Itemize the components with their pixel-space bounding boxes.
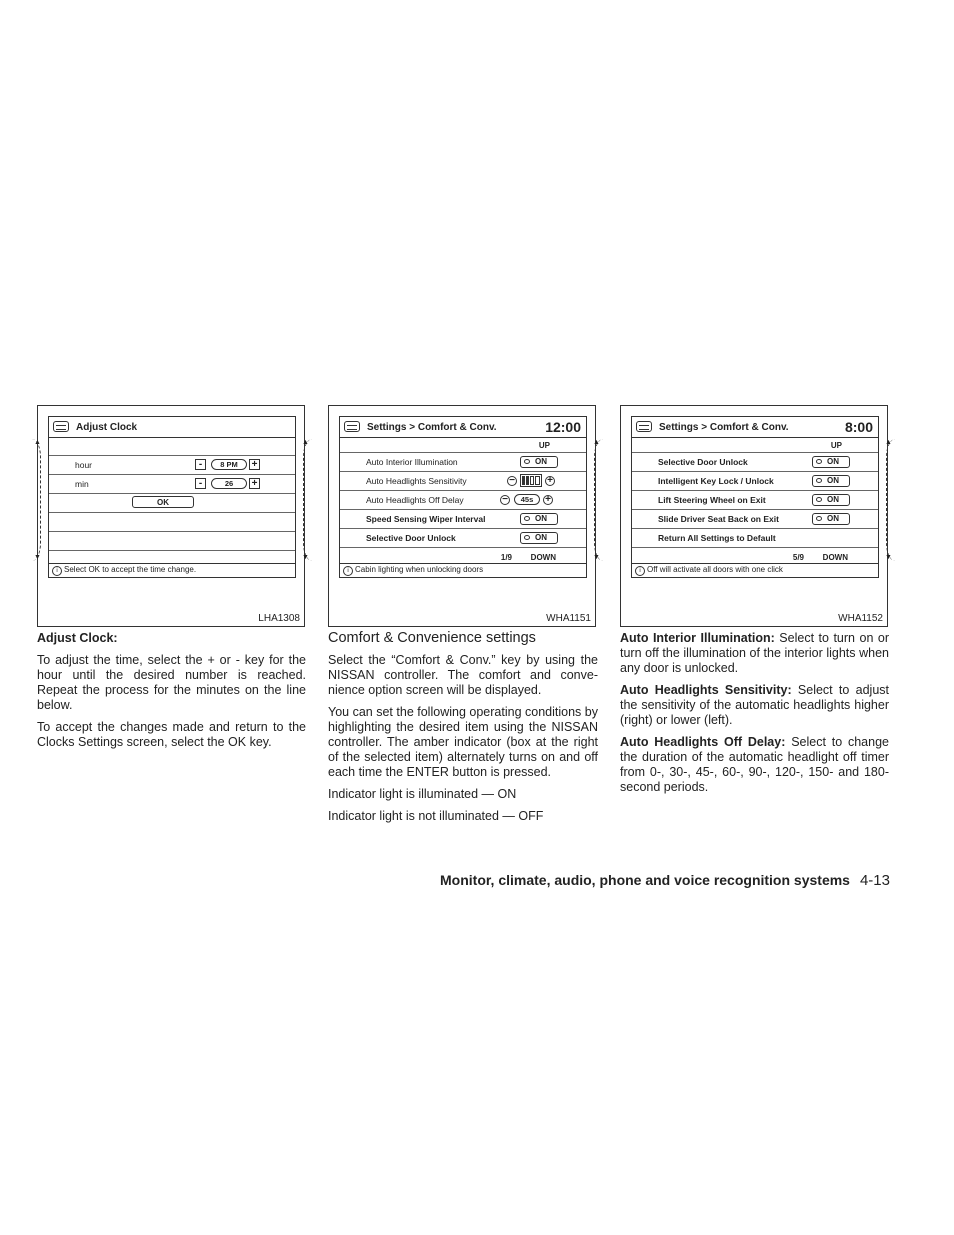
setting-row[interactable]: [632, 509, 878, 528]
setting-label: Auto Headlights Off Delay: [366, 495, 464, 505]
paragraph: [620, 683, 889, 728]
paragraph: Select the “Comfort & Conv.” key by using the NISSAN controller. The comfort and conve- nience option screen will be displayed.: [328, 653, 598, 697]
figure-code: LHA1308: [258, 613, 300, 624]
scroll-track-right: ▲ ▼: [594, 439, 603, 561]
paragraph: Indicator light is illuminated — ON: [328, 787, 517, 801]
empty-row: [49, 512, 295, 531]
setting-label: Slide Driver Seat Back on Exit: [658, 514, 779, 524]
setting-label: Intelligent Key Lock / Unlock: [658, 476, 774, 486]
term: Auto Headlights Sensitivity:: [620, 683, 792, 697]
scroll-track-left: ▲ ▼: [34, 439, 41, 561]
hint-bar: [340, 563, 586, 577]
figure-code: WHA1151: [546, 613, 591, 624]
indicator-dot-icon: [816, 497, 822, 502]
setting-row[interactable]: [340, 509, 586, 528]
hint-text: Off will activate all doors with one click: [647, 565, 783, 574]
definition: Select to change the duration of the automatic headlight off timer from 0-, 30-, 45-, 60-, 90-, 120-, 150- and 180-second periods.: [620, 735, 889, 794]
on-indicator[interactable]: ON: [520, 456, 558, 468]
menu-icon[interactable]: [344, 421, 360, 432]
hour-row[interactable]: [49, 455, 295, 474]
down-label[interactable]: DOWN: [822, 553, 848, 562]
clock-display: 12:00: [545, 419, 581, 435]
indicator-dot-icon: [524, 535, 530, 540]
settings-screen: [339, 416, 600, 578]
up-label[interactable]: UP: [538, 441, 550, 450]
setting-label: Return All Settings to Default: [658, 533, 776, 543]
down-label[interactable]: DOWN: [530, 553, 556, 562]
hour-minus-button[interactable]: -: [195, 459, 206, 470]
delay-value: 45s: [514, 494, 540, 505]
info-icon: i: [52, 566, 62, 576]
column-adjust-clock: [37, 631, 306, 757]
increase-icon[interactable]: +: [543, 495, 553, 505]
setting-row[interactable]: [632, 452, 878, 471]
ok-row: [49, 493, 295, 512]
setting-label: Speed Sensing Wiper Interval: [366, 514, 486, 524]
adjust-clock-screen: [34, 416, 309, 578]
paragraph: To accept the changes made and return to the Clocks Settings screen, select the OK key.: [37, 720, 306, 749]
screen-title-bar: [632, 417, 878, 438]
term: Auto Headlights Off Delay:: [620, 735, 786, 749]
hour-label: hour: [75, 460, 93, 470]
info-icon: i: [343, 566, 353, 576]
indicator-dot-icon: [816, 478, 822, 483]
on-indicator[interactable]: ON: [520, 513, 558, 525]
hour-plus-button[interactable]: +: [249, 459, 260, 470]
section-heading: Comfort & Convenience settings: [328, 630, 536, 646]
decrease-icon[interactable]: −: [500, 495, 510, 505]
figure-comfort-settings-1: [328, 405, 600, 627]
page-indicator: 5/9: [792, 553, 804, 562]
hour-value: 8 PM: [211, 459, 247, 470]
min-row[interactable]: [49, 474, 295, 493]
hint-text: Select OK to accept the time change.: [64, 565, 197, 574]
screen-title: Settings > Comfort & Conv.: [659, 422, 789, 433]
setting-label: Auto Headlights Sensitivity: [366, 476, 467, 486]
menu-icon[interactable]: [53, 421, 69, 432]
min-label: min: [75, 479, 89, 489]
increase-icon[interactable]: +: [545, 476, 555, 486]
on-indicator[interactable]: ON: [812, 475, 850, 487]
decrease-icon[interactable]: −: [507, 476, 517, 486]
hint-text: Cabin lighting when unlocking doors: [355, 565, 484, 574]
page-indicator: 1/9: [500, 553, 512, 562]
up-label[interactable]: UP: [830, 441, 842, 450]
on-indicator[interactable]: ON: [812, 456, 850, 468]
figure-comfort-settings-2: [620, 405, 892, 627]
setting-row[interactable]: [340, 452, 586, 471]
definition: Select to turn on or turn off the illumination of the interior lights when any door is unlocked.: [620, 631, 890, 675]
on-indicator[interactable]: ON: [812, 513, 850, 525]
menu-icon[interactable]: [636, 421, 652, 432]
section-title: Monitor, climate, audio, phone and voice recognition systems: [440, 872, 850, 888]
scroll-track-right: ▲ ▼: [303, 439, 312, 561]
figure-adjust-clock: [34, 405, 309, 627]
min-value: 26: [211, 478, 247, 489]
paragraph: You can set the following operating conditions by highlighting the desired item using the NISSAN controller. The amber indicator (box at the right of the selected item) alternately turns on and off each time the ENTER button is pressed.: [328, 705, 598, 779]
setting-row[interactable]: [632, 490, 878, 509]
screen-title: Adjust Clock: [76, 422, 138, 433]
ok-button[interactable]: OK: [132, 496, 194, 508]
figure-code: WHA1152: [838, 613, 883, 624]
setting-label: Auto Interior Illumination: [366, 457, 458, 467]
paragraph: To adjust the time, select the + or - key for the hour until the desired number is reached. Repeat the process for the minutes on the line below.: [37, 653, 306, 712]
paragraph: [620, 735, 889, 795]
hint-bar: [632, 563, 878, 577]
hint-bar: [49, 563, 295, 577]
page-footer: [440, 872, 890, 889]
paragraph: [620, 631, 889, 676]
on-indicator[interactable]: ON: [812, 494, 850, 506]
clock-display: 8:00: [844, 419, 873, 435]
setting-row[interactable]: [632, 528, 878, 547]
setting-label: Selective Door Unlock: [658, 457, 748, 467]
definition: Select to adjust the sensitivity of the automatic headlights higher (right) or lower (left).: [620, 683, 889, 727]
settings-screen: [631, 416, 892, 578]
indicator-dot-icon: [816, 459, 822, 464]
setting-label: Selective Door Unlock: [366, 533, 456, 543]
page-number: 4-13: [859, 872, 890, 889]
paragraph: Indicator light is not illuminated — OFF: [328, 809, 544, 823]
screen-title-bar: [49, 417, 295, 438]
column-comfort-settings: [328, 631, 598, 831]
empty-row: [49, 531, 295, 550]
setting-label: Lift Steering Wheel on Exit: [658, 495, 766, 505]
on-indicator[interactable]: ON: [520, 532, 558, 544]
screen-title-bar: [340, 417, 586, 438]
setting-row[interactable]: [632, 471, 878, 490]
indicator-dot-icon: [524, 459, 530, 464]
column-setting-descriptions: [620, 631, 889, 802]
screen-title: Settings > Comfort & Conv.: [367, 422, 497, 433]
sensitivity-level-bar: [520, 474, 542, 487]
min-minus-button[interactable]: -: [195, 478, 206, 489]
section-heading: Adjust Clock:: [37, 631, 118, 645]
scroll-track-right: ▲ ▼: [886, 439, 895, 561]
min-plus-button[interactable]: +: [249, 478, 260, 489]
indicator-dot-icon: [524, 516, 530, 521]
setting-row[interactable]: [340, 490, 586, 509]
setting-row[interactable]: [340, 528, 586, 547]
info-icon: i: [635, 566, 645, 576]
indicator-dot-icon: [816, 516, 822, 521]
setting-row[interactable]: [340, 471, 586, 490]
term: Auto Interior Illumination:: [620, 631, 775, 645]
